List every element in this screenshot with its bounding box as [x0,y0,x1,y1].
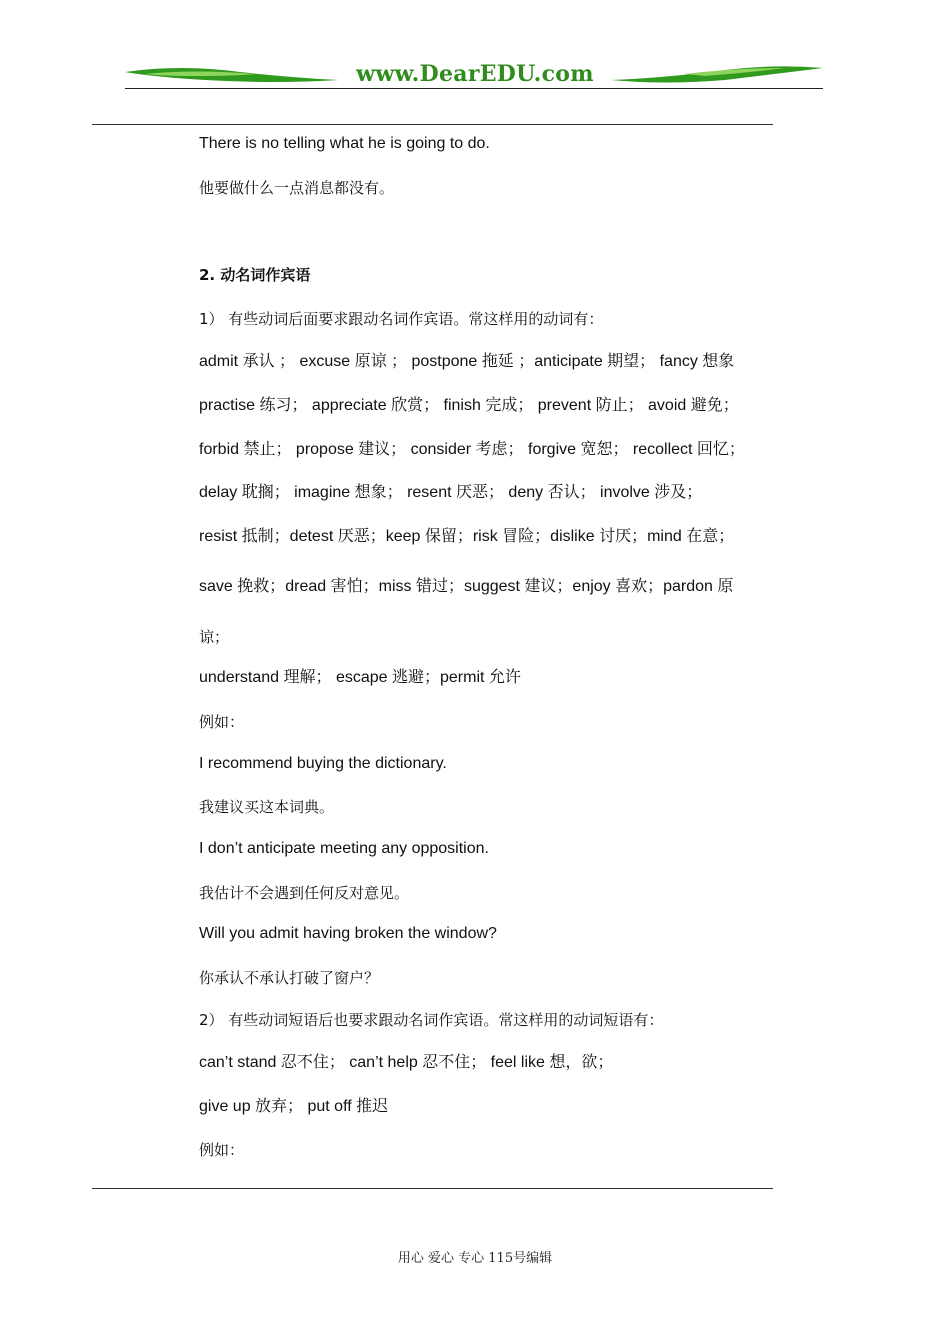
verb-list-line: save 挽救；dread 害怕；miss 错过；suggest 建议；enjoy 喜欢；pardon 原 [199,578,734,595]
top-divider [92,124,773,125]
subsection-intro: 2） 有些动词短语后也要求跟动名词作宾语。常这样用的动词短语有： [199,1011,664,1029]
verb-list-line: practise 练习； appreciate 欣赏； finish 完成； prevent 防止； avoid 避免； [199,397,739,414]
example-sentence-cn: 我建议买这本词典。 [199,798,335,816]
subsection-intro: 1） 有些动词后面要求跟动名词作宾语。常这样用的动词有： [199,310,604,328]
example-sentence-en: Will you admit having broken the window? [199,925,497,942]
example-sentence-en: I recommend buying the dictionary. [199,755,447,772]
example-label: 例如： [199,1141,245,1159]
bottom-divider [92,1188,773,1189]
example-sentence-en: There is no telling what he is going to do. [199,135,490,152]
phrase-list-line: give up 放弃； put off 推迟 [199,1098,389,1115]
verb-list-line: admit 承认 ； excuse 原谅 ； postpone 拖延 ；anticipate 期望； fancy 想象 [199,353,735,370]
header-rule [125,88,823,89]
verb-list-line: resist 抵制；detest 厌恶；keep 保留；risk 冒险；dislike 讨厌；mind 在意； [199,528,735,545]
example-sentence-en: I don’t anticipate meeting any opposition. [199,840,489,857]
example-label: 例如： [199,713,245,731]
example-sentence-cn: 他要做什么一点消息都没有。 [199,179,395,197]
verb-list-line: understand 理解； escape 逃避；permit 允许 [199,669,521,686]
verb-list-line: forbid 禁止； propose 建议； consider 考虑； forgive 宽恕； recollect 回忆； [199,441,745,458]
page-footer: 用心 爱心 专心 115号编辑 [397,1251,553,1266]
example-sentence-cn: 你承认不承认打破了窗户？ [199,969,380,987]
phrase-list-line: can’t stand 忍不住； can’t help 忍不住； feel like 想，欲； [199,1054,614,1071]
logo-text: www.DearEDU.com [356,61,594,87]
verb-list-line: delay 耽搁； imagine 想象； resent 厌恶； deny 否认； involve 涉及； [199,484,703,501]
verb-list-line: 谅； [199,628,230,646]
example-sentence-cn: 我估计不会遇到任何反对意见。 [199,884,410,902]
section-heading: 2. 动名词作宾语 [199,266,311,284]
